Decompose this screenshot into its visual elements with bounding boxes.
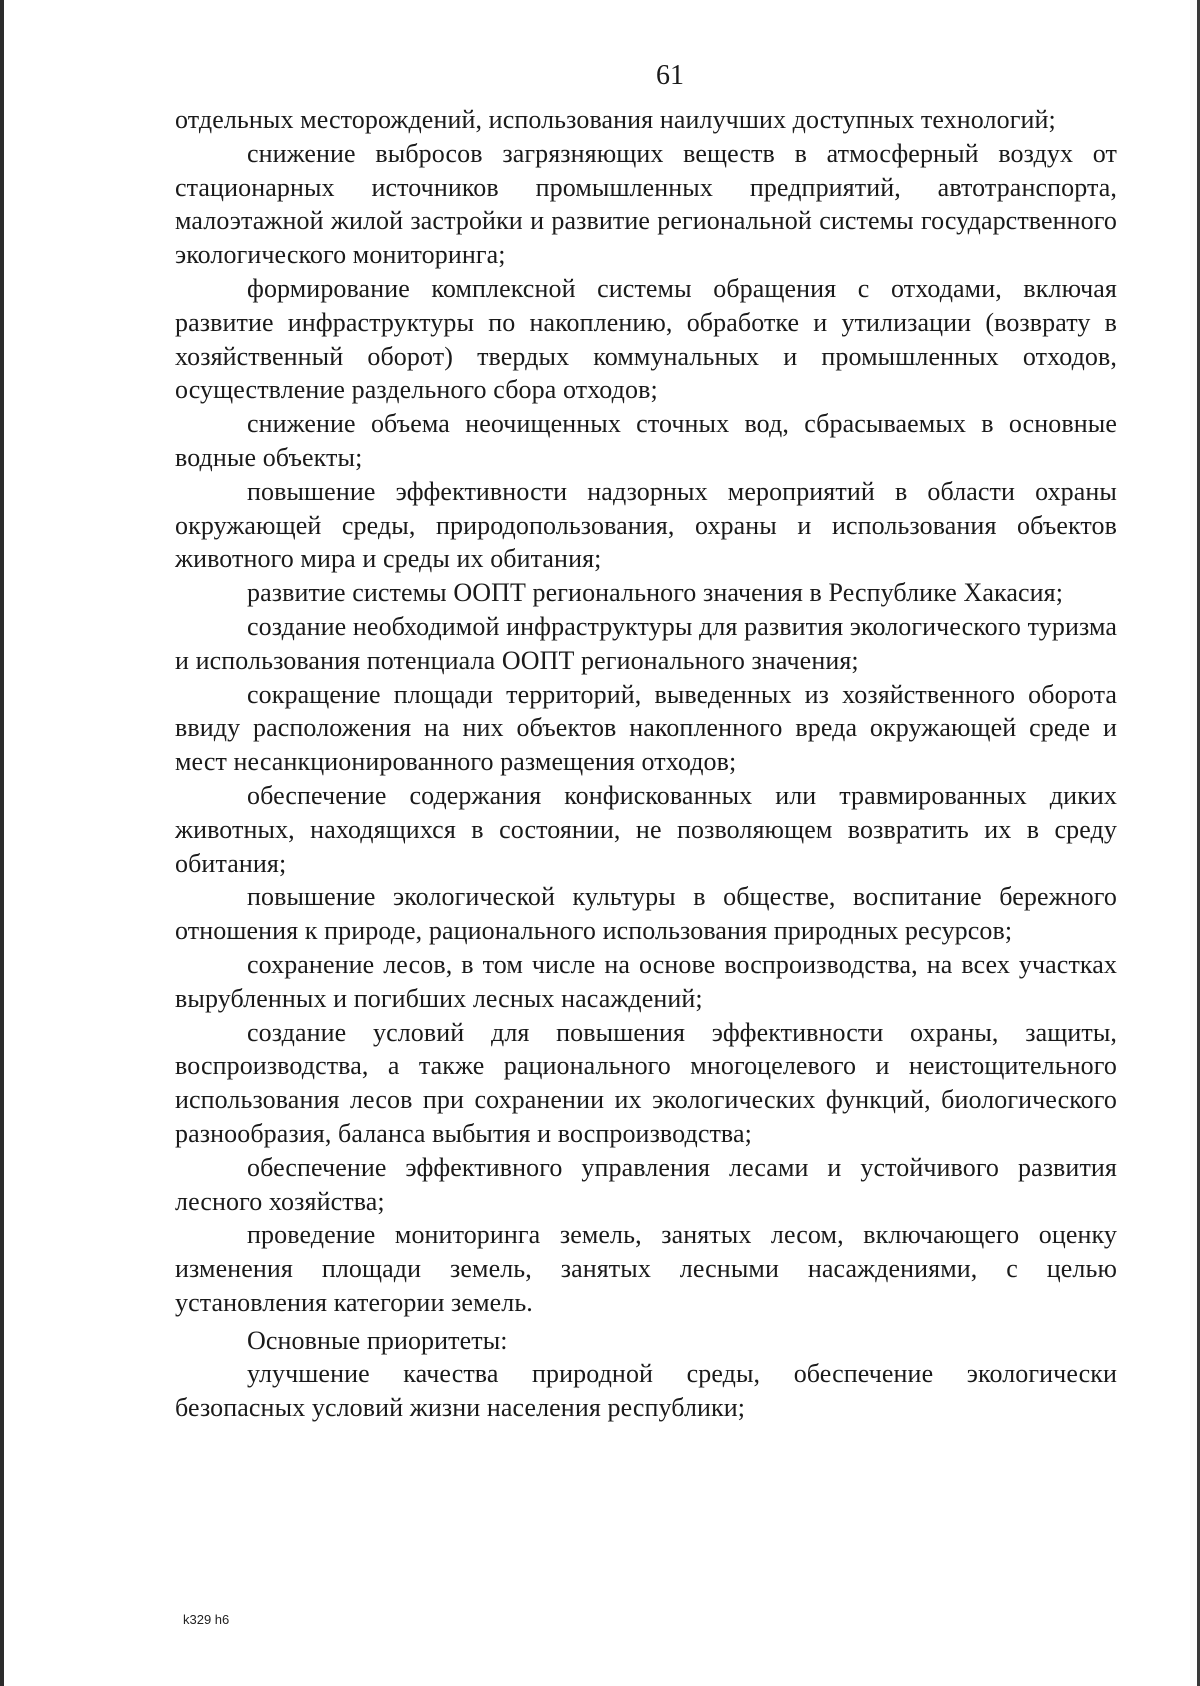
paragraph: проведение мониторинга земель, занятых лесом, включающего оценку изменения площади земель, занятых лесными насаждениями, с целью установления категории земель.: [175, 1220, 1117, 1317]
paragraph: обеспечение содержания конфискованных или травмированных диких животных, находящихся в состоянии, не позволяющем возвратить их в среду обитания;: [175, 780, 1117, 878]
page-number: 61: [656, 60, 684, 91]
paragraph: создание условий для повышения эффективности охраны, защиты, воспроизводства, а также рационального многоцелевого и неистощительного использования лесов при сохранении их экологических функций, биологического разнообразия, баланса выбытия и воспроизводства;: [175, 1017, 1117, 1148]
scan-edge-left: [0, 0, 4, 1686]
paragraph: улучшение качества природной среды, обеспечение экологически безопасных условий жизни населения республики;: [175, 1359, 1117, 1423]
document-body: [175, 103, 1117, 1425]
paragraph: повышение экологической культуры в обществе, воспитание бережного отношения к природе, рационального использования природных ресурсов;: [175, 882, 1117, 946]
paragraph: отдельных месторождений, использования наилучших доступных технологий;: [175, 105, 1056, 134]
paragraph: снижение объема неочищенных сточных вод, сбрасываемых в основные водные объекты;: [175, 409, 1117, 472]
section-heading: Основные приоритеты:: [247, 1325, 508, 1355]
footer-code: k329 h6: [183, 1612, 230, 1627]
paragraph: обеспечение эффективного управления лесами и устойчивого развития лесного хозяйства;: [175, 1152, 1117, 1216]
paragraph: снижение выбросов загрязняющих веществ в атмосферный воздух от стационарных источников промышленных предприятий, автотранспорта, малоэтажной жилой застройки и развитие региональной системы государственного экологического мониторинга;: [175, 138, 1117, 270]
paragraph: формирование комплексной системы обращения с отходами, включая развитие инфраструктуры по накоплению, обработке и утилизации (возврату в хозяйственный оборот) твердых коммунальных и промышленных отходов, осуществление раздельного сбора отходов;: [175, 273, 1117, 405]
paragraph: повышение эффективности надзорных мероприятий в области охраны окружающей среды, природопользования, охраны и использования объектов животного мира и среды их обитания;: [175, 476, 1117, 574]
paragraph: сохранение лесов, в том числе на основе воспроизводства, на всех участках вырубленных и погибших лесных насаждений;: [175, 949, 1117, 1013]
paragraph: сокращение площади территорий, выведенных из хозяйственного оборота ввиду расположения на них объектов накопленного вреда окружающей среде и мест несанкционированного размещения отходов;: [175, 679, 1117, 777]
paragraph: создание необходимой инфраструктуры для развития экологического туризма и использования потенциала ООПТ регионального значения;: [175, 611, 1117, 675]
paragraph: развитие системы ООПТ регионального значения в Республике Хакасия;: [247, 578, 1064, 608]
